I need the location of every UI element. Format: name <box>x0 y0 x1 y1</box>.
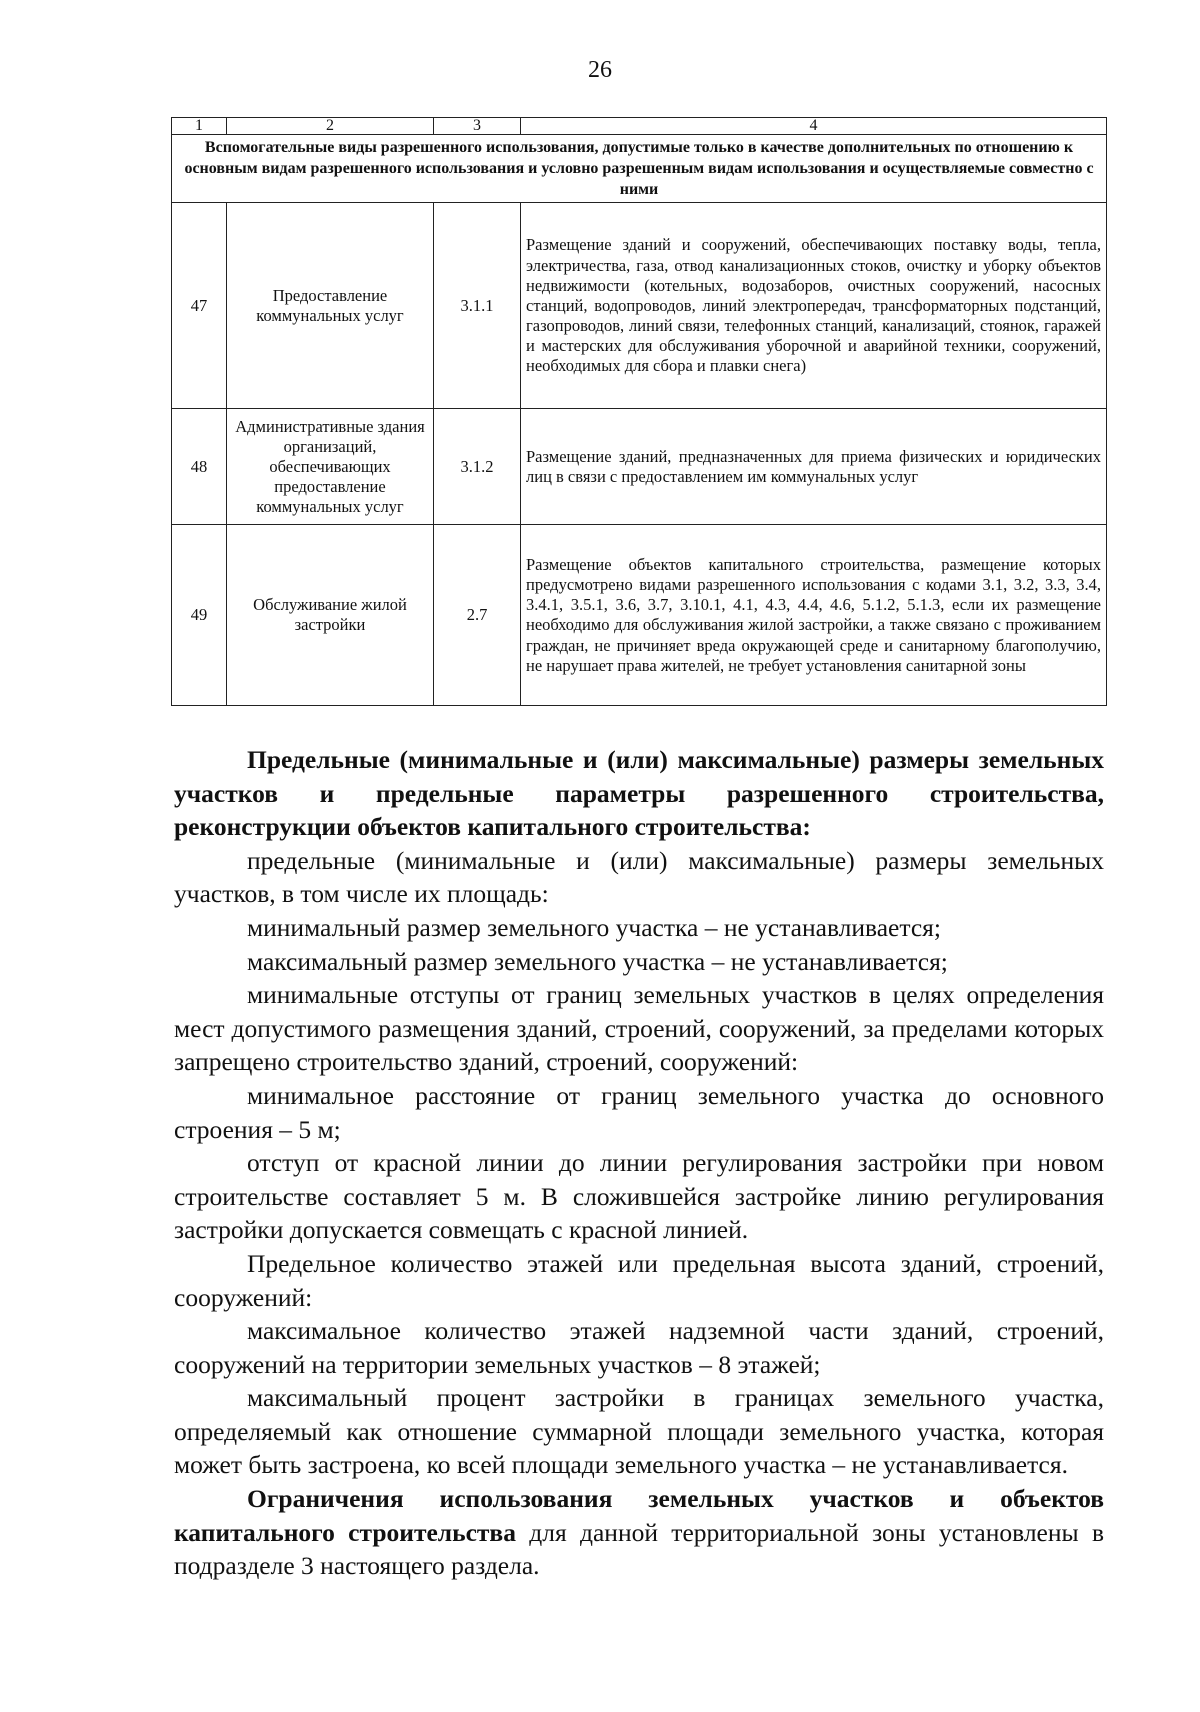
use-type-name: Обслуживание жилой застройки <box>227 525 434 706</box>
row-number: 47 <box>172 203 227 409</box>
table-row <box>172 525 1107 706</box>
paragraph: минимальное расстояние от границ земельного участка до основного строения – 5 м; <box>174 1080 1104 1144</box>
paragraph: максимальный процент застройки в границах земельного участка, определяемый как отношение суммарной площади земельного участка, которая может быть застроена, ко всей площади земельного участка – не устанавливается. <box>174 1383 1104 1480</box>
use-type-name: Предоставление коммунальных услуг <box>227 203 434 409</box>
column-number: 2 <box>227 118 434 135</box>
column-number: 1 <box>172 118 227 135</box>
restrictions-rest: для данной территориальной зоны установлены в подразделе 3 настоящего раздела. <box>174 1517 1105 1581</box>
paragraph: минимальный размер земельного участка – не устанавливается; <box>247 912 941 942</box>
restrictions-paragraph <box>174 1482 1104 1583</box>
use-type-code: 2.7 <box>434 525 521 706</box>
use-type-code: 3.1.1 <box>434 203 521 409</box>
use-type-description: Размещение зданий, предназначенных для приема физических и юридических лиц в связи с предоставлением им коммунальных услуг <box>521 409 1107 525</box>
paragraph: минимальные отступы от границ земельных участков в целях определения мест допустимого размещения зданий, строений, сооружений, за пределами которых запрещено строительство зданий, строений, сооружений: <box>174 980 1104 1077</box>
paragraph: отступ от красной линии до линии регулирования застройки при новом строительстве составляет 5 м. В сложившейся застройке линию регулирования застройки допускается совмещать с красной линией. <box>174 1148 1104 1245</box>
restrictions-lead: Ограничения использования земельных участков и объектов капитального строительства <box>174 1484 1104 1547</box>
paragraph: максимальное количество этажей надземной части зданий, строений, сооружений на территории земельных участков – 8 этажей; <box>174 1316 1104 1379</box>
row-number: 49 <box>172 525 227 706</box>
row-number: 48 <box>172 409 227 525</box>
paragraph: предельные (минимальные и (или) максимальные) размеры земельных участков, в том числе их площадь: <box>174 845 1104 909</box>
paragraph: Предельное количество этажей или предельная высота зданий, строений, сооружений: <box>174 1248 1104 1312</box>
section-header-row <box>172 135 1107 203</box>
section-title: Вспомогательные виды разрешенного использования, допустимые только в качестве дополнительных по отношению к основным видам разрешенного использования и условно разрешенным видам использования и осуществляемые совместно с ними <box>172 135 1107 203</box>
land-use-table <box>171 117 1107 706</box>
table-row <box>172 409 1107 525</box>
column-number: 4 <box>521 118 1107 135</box>
use-type-description: Размещение объектов капитального строительства, размещение которых предусмотрено видами разрешенного использования с кодами 3.1, 3.2, 3.3, 3.4, 3.4.1, 3.5.1, 3.6, 3.7, 3.10.1, 4.1, 4.3, 4.4, 4.6, 5.1.2, 5.1.3, если их размещение необходимо для обслуживания жилой застройки, а также связано с проживанием граждан, не причиняет вреда окружающей среде и санитарному благополучию, не нарушает права жителей, не требует установления санитарной зоны <box>521 525 1107 706</box>
table-row <box>172 203 1107 409</box>
use-type-code: 3.1.2 <box>434 409 521 525</box>
column-number: 3 <box>434 118 521 135</box>
regulations-text <box>174 743 1104 1583</box>
section-heading: Предельные (минимальные и (или) максимальные) размеры земельных участков и предельные параметры разрешенного строительства, реконструкции объектов капитального строительства: <box>174 745 1104 842</box>
use-type-name: Административные здания организаций, обеспечивающих предоставление коммунальных услуг <box>227 409 434 525</box>
column-number-row <box>172 118 1107 135</box>
page-number: 26 <box>588 57 612 83</box>
paragraph: максимальный размер земельного участка – не устанавливается; <box>247 946 948 976</box>
use-type-description: Размещение зданий и сооружений, обеспечивающих поставку воды, тепла, электричества, газа, отвод канализационных стоков, очистку и уборку объектов недвижимости (котельных, водозаборов, очистных сооружений, насосных станций, водопроводов, линий электропередач, трансформаторных подстанций, газопроводов, линий связи, телефонных станций, канализаций, стоянок, гаражей и мастерских для обслуживания уборочной и аварийной техники, сооружений, необходимых для сбора и плавки снега) <box>521 203 1107 409</box>
